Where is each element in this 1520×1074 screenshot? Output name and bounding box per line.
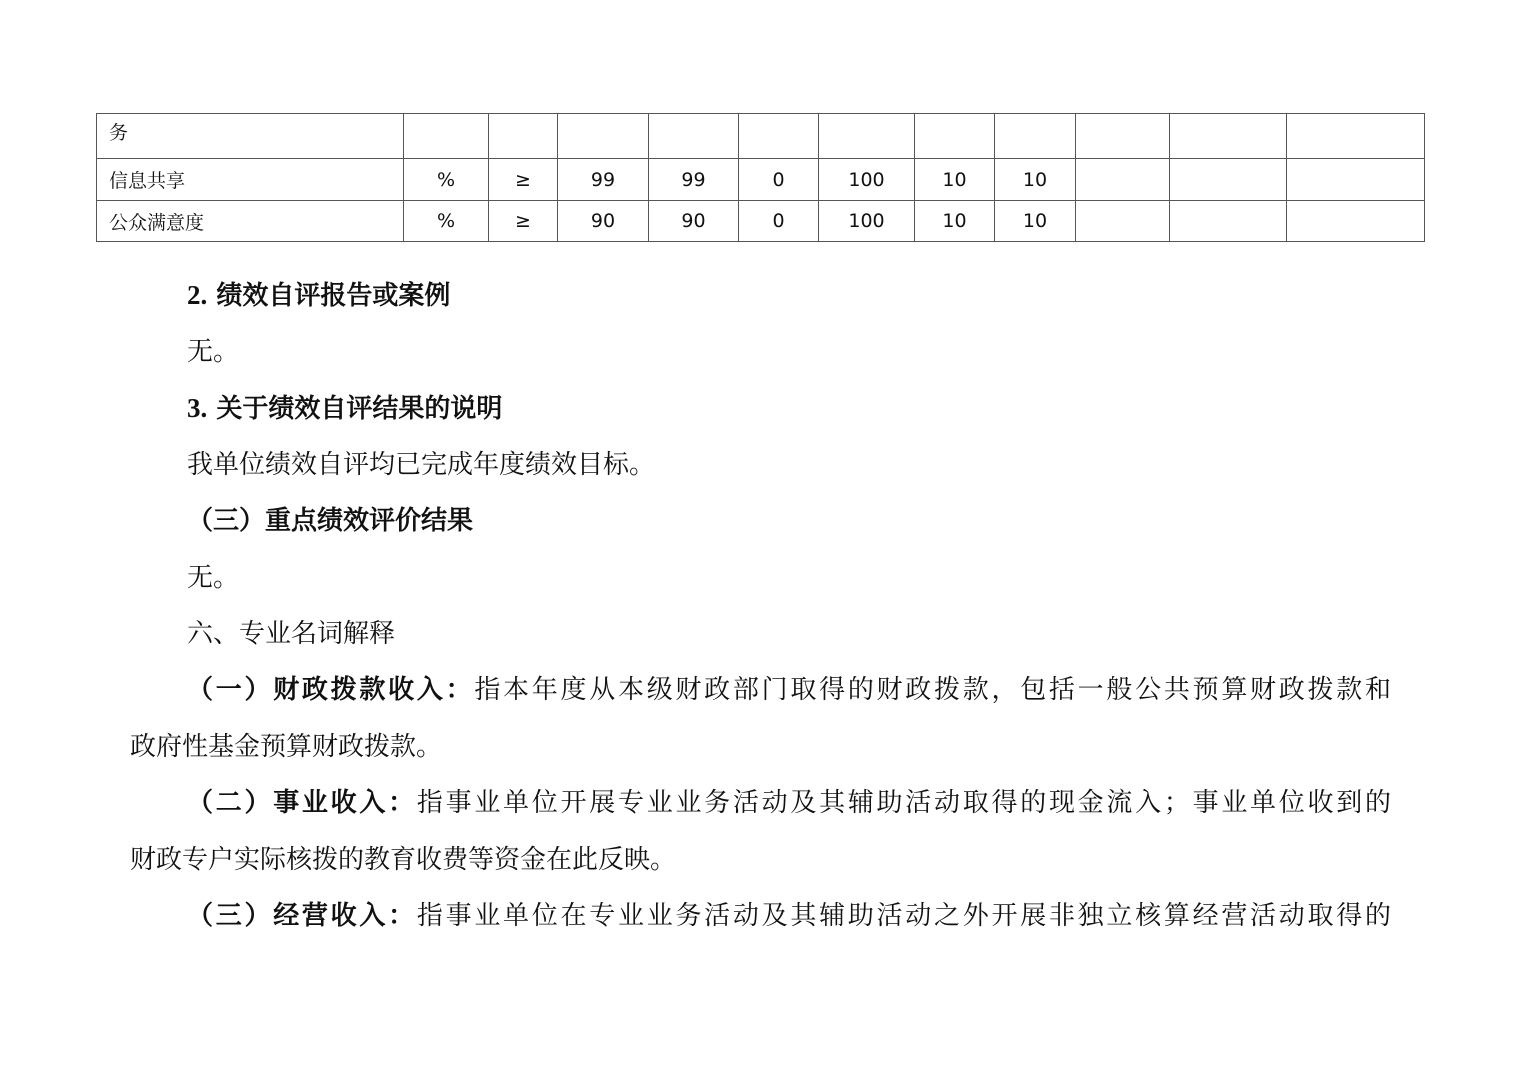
glossary-term: （一）财政拨款收入：: [187, 675, 475, 705]
glossary-term: （三）经营收入：: [187, 901, 417, 931]
operator-cell: ≥: [489, 201, 558, 242]
key-eval-heading: （三）重点绩效评价结果: [187, 506, 474, 536]
deviation-cell: 0: [739, 159, 819, 201]
indicator-name: 务: [97, 114, 404, 159]
deviation-cell: [739, 114, 819, 159]
empty-cell: [1287, 114, 1425, 159]
full-score-cell: 100: [819, 201, 915, 242]
glossary-item-3: [187, 900, 1391, 932]
glossary-item-2: [187, 787, 1391, 819]
target-cell: [558, 114, 649, 159]
empty-cell: [1170, 201, 1287, 242]
section-2-body: 无。: [187, 337, 240, 367]
score-cell: 10: [995, 159, 1076, 201]
empty-cell: [1076, 201, 1170, 242]
glossary-definition: 指事业单位在专业业务活动及其辅助活动之外开展非独立核算经营活动取得的: [416, 901, 1391, 931]
actual-cell: 90: [649, 201, 739, 242]
weight-cell: 10: [915, 159, 995, 201]
table-row: [97, 114, 1425, 159]
empty-cell: [1287, 159, 1425, 201]
unit-cell: %: [404, 159, 489, 201]
key-eval-body: 无。: [187, 563, 240, 593]
deviation-cell: 0: [739, 201, 819, 242]
empty-cell: [1076, 114, 1170, 159]
section-2-number: 2.: [187, 280, 208, 310]
unit-cell: [404, 114, 489, 159]
section-3-heading: [187, 392, 502, 425]
target-cell: 99: [558, 159, 649, 201]
empty-cell: [1076, 159, 1170, 201]
full-score-cell: 100: [819, 159, 915, 201]
full-score-cell: [819, 114, 915, 159]
score-cell: 10: [995, 201, 1076, 242]
glossary-term: （二）事业收入：: [187, 788, 417, 818]
performance-indicator-table: [96, 113, 1425, 242]
section-3-number: 3.: [187, 393, 208, 423]
actual-cell: [649, 114, 739, 159]
actual-cell: 99: [649, 159, 739, 201]
glossary-item-1-cont: 政府性基金预算财政拨款。: [130, 732, 443, 762]
table-row: [97, 159, 1425, 201]
unit-cell: %: [404, 201, 489, 242]
glossary-definition: 指事业单位开展专业业务活动及其辅助活动取得的现金流入；事业单位收到的: [416, 788, 1391, 818]
glossary-item-2-cont: 财政专户实际核拨的教育收费等资金在此反映。: [130, 845, 677, 875]
empty-cell: [1287, 201, 1425, 242]
section-2-heading: [187, 279, 450, 312]
empty-cell: [1170, 114, 1287, 159]
target-cell: 90: [558, 201, 649, 242]
section-2-title: 绩效自评报告或案例: [216, 281, 451, 311]
score-cell: [995, 114, 1076, 159]
section-3-body: 我单位绩效自评均已完成年度绩效目标。: [187, 450, 656, 480]
empty-cell: [1170, 159, 1287, 201]
glossary-heading: 六、专业名词解释: [187, 619, 396, 649]
glossary-definition: 指本年度从本级财政部门取得的财政拨款，包括一般公共预算财政拨款和: [474, 675, 1391, 705]
section-3-title: 关于绩效自评结果的说明: [216, 394, 503, 424]
table-row: [97, 201, 1425, 242]
indicator-name: 信息共享: [97, 159, 404, 201]
operator-cell: [489, 114, 558, 159]
weight-cell: 10: [915, 201, 995, 242]
operator-cell: ≥: [489, 159, 558, 201]
weight-cell: [915, 114, 995, 159]
indicator-name: 公众满意度: [97, 201, 404, 242]
glossary-item-1: [187, 674, 1391, 706]
